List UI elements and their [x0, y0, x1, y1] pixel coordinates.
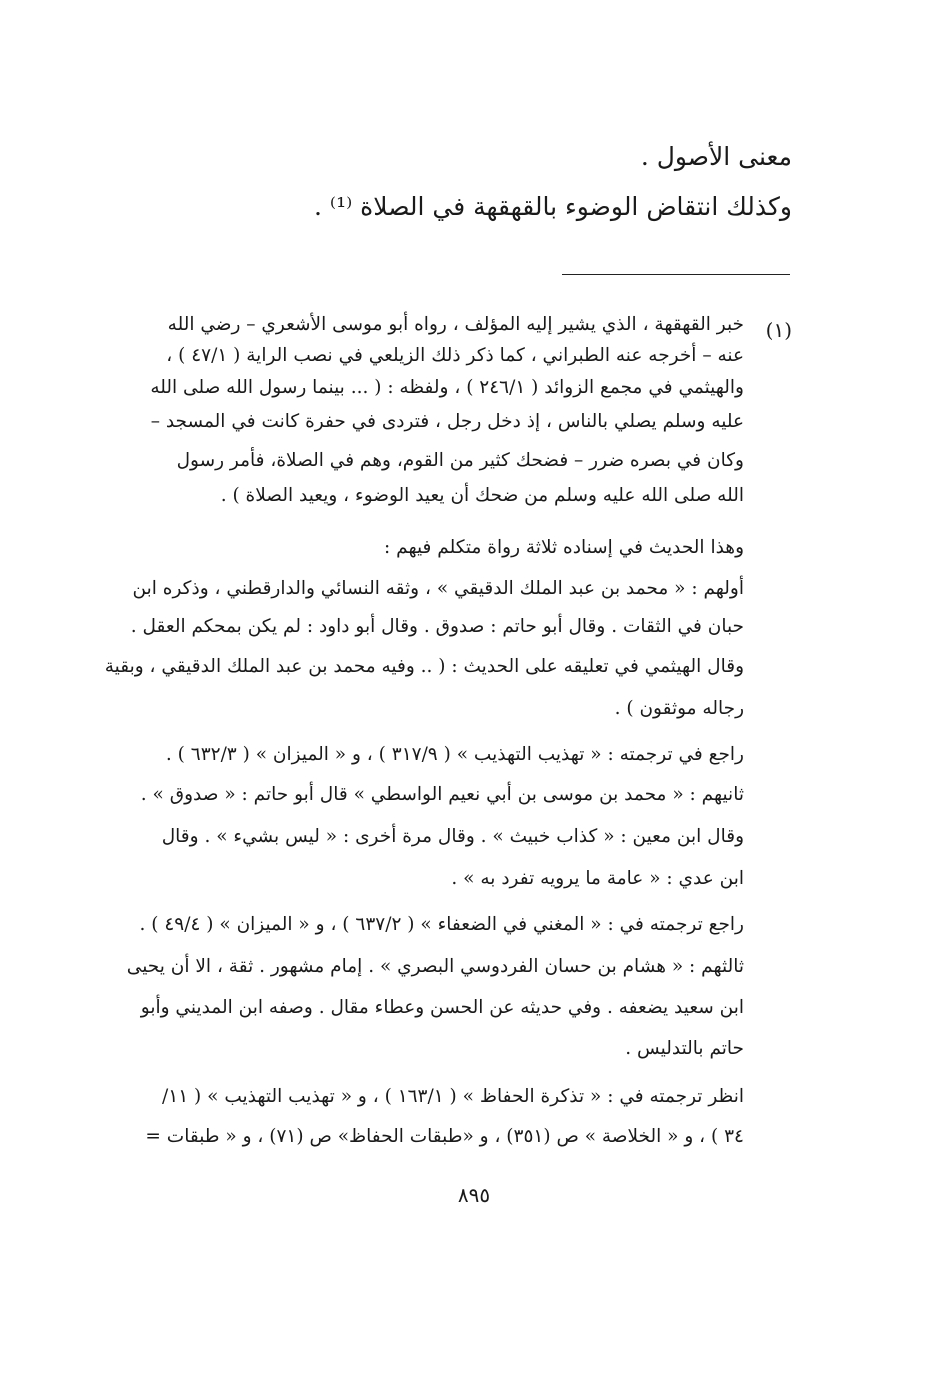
footnote-line: حبان في الثقات . وقال أبو حاتم : صدوق . وقال أبو داود : لم يكن بمحكم العقل .: [130, 616, 744, 637]
footnote-line: ابن عدي : « عامة ما يرويه تفرد به » .: [451, 868, 744, 889]
footnote-separator: [562, 274, 790, 275]
footnote-line: حاتم بالتدليس .: [625, 1038, 744, 1059]
footnote-number: (١): [765, 318, 792, 342]
footnote-line: راجع في ترجمته : « تهذيب التهذيب » ( ٣١٧/٩ ) ، و « الميزان » ( ٦٣٢/٣ ) .: [165, 744, 744, 765]
footnote-line: رجاله موثقون ) .: [614, 698, 744, 719]
footnote-line: وقال ابن معين : « كذاب خبيث » . وقال مرة أخرى : « ليس بشيء » . وقال: [161, 826, 744, 847]
footnote-line: ثانيهم : « محمد بن موسى بن أبي نعيم الواسطي » قال أبو حاتم : « صدوق » .: [140, 784, 744, 805]
footnote-line: عليه وسلم يصلي بالناس ، إذ دخل رجل ، فتردى في حفرة كانت في المسجد –: [150, 411, 744, 432]
body-line: وكذلك انتقاض الوضوء بالقهقهة في الصلاة ⁽¹⁾ .: [314, 192, 792, 221]
footnote-line: والهيثمي في مجمع الزوائد ( ٢٤٦/١ ) ، ولفظه : ( ... بينما رسول الله صلى الله: [150, 377, 744, 398]
footnote-line: أولهم : « محمد بن عبد الملك الدقيقي » ، وثقه النسائي والدارقطني ، وذكره ابن: [132, 578, 744, 599]
footnote-line: الله صلى الله عليه وسلم من ضحك أن يعيد الوضوء ، ويعيد الصلاة ) .: [220, 485, 744, 506]
body-line: معنى الأصول .: [640, 142, 792, 171]
footnote-line: وقال الهيثمي في تعليقه على الحديث : ( .. وفيه محمد بن عبد الملك الدقيقي ، وبقية: [104, 656, 744, 677]
footnote-line: وهذا الحديث في إسناده ثلاثة رواة متكلم فيهم :: [384, 537, 744, 558]
footnote-line: راجع ترجمته في : « المغني في الضعفاء » ( ٦٣٧/٢ ) ، و « الميزان » ( ٤٩/٤ ) .: [139, 914, 744, 935]
footnote-line: ٣٤ ) ، و « الخلاصة » ص (٣٥١) ، و «طبقات الحفاظ» ص (٧١) ، و « طبقات =: [145, 1126, 744, 1147]
footnote-line: انظر ترجمته في : « تذكرة الحفاظ » ( ١٦٣/١ ) ، و « تهذيب التهذيب » ( ١١/: [162, 1086, 744, 1107]
footnote-line: عنه – أخرجه عنه الطبراني ، كما ذكر ذلك الزيلعي في نصب الراية ( ٤٧/١ ) ،: [166, 345, 744, 366]
footnote-line: ابن سعيد يضعفه . وفي حديثه عن الحسن وعطاء مقال . وصفه ابن المديني وأبو: [140, 997, 744, 1018]
footnote-line: وكان في بصره ضرر – فضحك كثير من القوم، وهم في الصلاة، فأمر رسول: [176, 450, 744, 471]
footnote-line: ثالثهم : « هشام بن حسان الفردوسي البصري » . إمام مشهور . ثقة ، الا أن يحيى: [126, 956, 744, 977]
footnote-line: خبر القهقهة ، الذي يشير إليه المؤلف ، رواه أبو موسى الأشعري – رضي الله: [167, 314, 744, 335]
page-number: ٨٩٥: [457, 1183, 491, 1207]
